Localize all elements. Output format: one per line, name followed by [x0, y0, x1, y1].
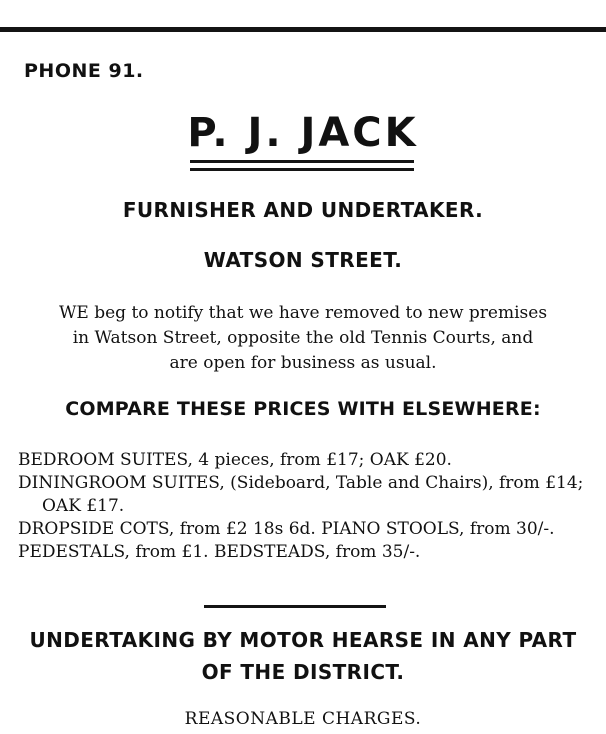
price-item: DININGROOM SUITES, (Sideboard, Table and Chairs), from £14; OAK £17.: [18, 473, 584, 516]
undertaking-line: UNDERTAKING BY MOTOR HEARSE IN ANY PART: [29, 628, 577, 652]
price-item: DROPSIDE COTS, from £2 18s 6d. PIANO STOOLS, from 30/-.: [18, 519, 555, 539]
notice-line: are open for business as usual.: [169, 353, 437, 373]
undertaking-line: OF THE DISTRICT.: [201, 660, 405, 684]
price-item: PEDESTALS, from £1. BEDSTEADS, from 35/-.: [18, 542, 421, 562]
top-border-rule: [0, 27, 606, 32]
notice-line: WE beg to notify that we have removed to new premises: [58, 303, 548, 323]
title-underline-upper: [190, 160, 414, 163]
notice-line: in Watson Street, opposite the old Tennis Courts, and: [72, 328, 534, 348]
price-item: BEDROOM SUITES, 4 pieces, from £17; OAK £20.: [18, 450, 452, 470]
charges-note: REASONABLE CHARGES.: [184, 709, 422, 729]
prices-heading: COMPARE THESE PRICES WITH ELSEWHERE:: [65, 398, 541, 420]
removal-notice: [18, 301, 588, 376]
section-divider: [204, 605, 386, 608]
title-underline-lower: [190, 168, 414, 171]
street-address: WATSON STREET.: [203, 248, 403, 272]
trade-description: FURNISHER AND UNDERTAKER.: [122, 198, 484, 222]
price-list: [18, 449, 590, 564]
undertaking-notice: [0, 624, 606, 688]
phone-number: PHONE 91.: [24, 60, 144, 82]
firm-name: P. J. JACK: [187, 110, 419, 156]
